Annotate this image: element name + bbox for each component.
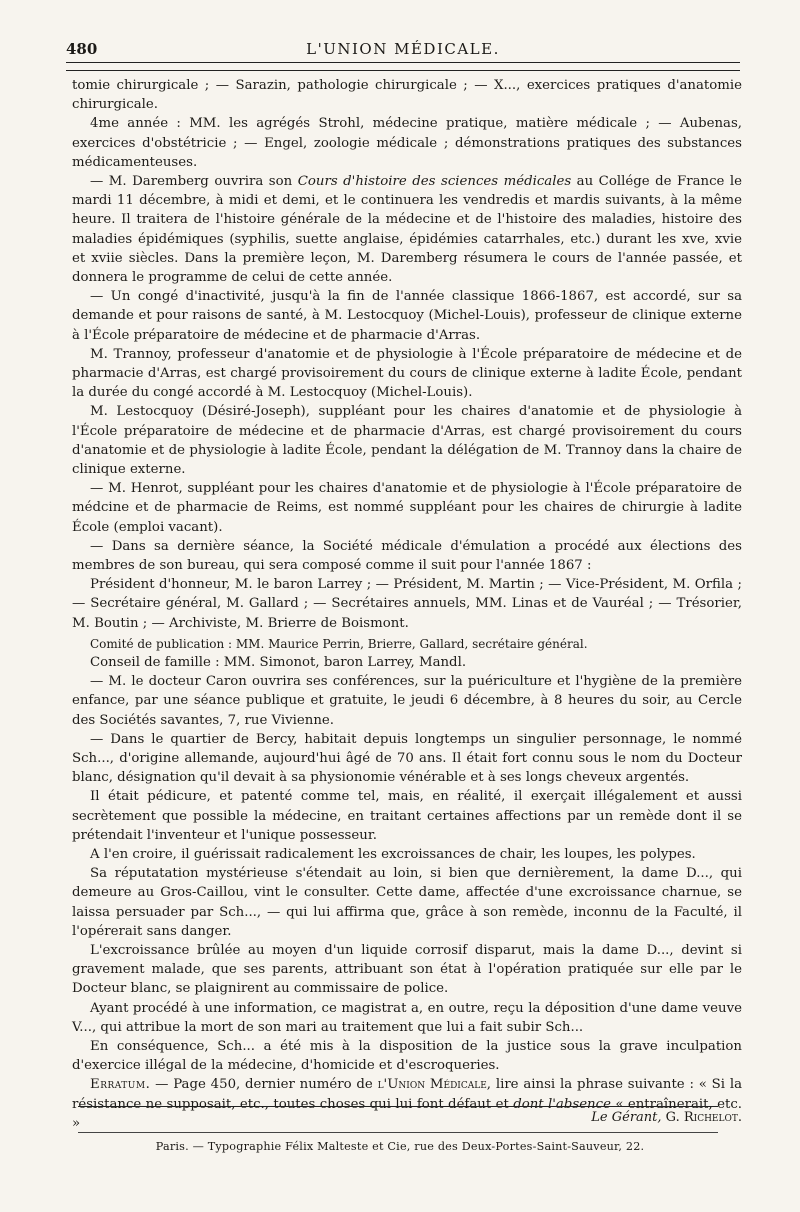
paragraph-excroissance: L'excroissance brûlée au moyen d'un liquide corrosif disparut, mais la dame D..., devint si gravement malade, que ses parents, attribuant son état à l'opération pratiquée sur elle par le Docteur blanc, se plaignirent au commissaire de police. bbox=[72, 942, 742, 997]
paragraph-fourth-year: 4me année : MM. les agrégés Strohl, médecine pratique, matière médicale ; — Aubenas, exercices d'obstétricie ; — Engel, zoologie médicale ; démonstrations pratiques des substances médicamenteuses. bbox=[72, 116, 742, 170]
paragraph-leave-lestocquoy: — Un congé d'inactivité, jusqu'à la fin de l'année classique 1866-1867, est accordé, sur sa demande et pour raisons de santé, à M. Lestocquoy (Michel-Louis), professeur de clinique externe à l'École préparatoire de médecine et de pharmacie d'Arras. bbox=[72, 289, 742, 343]
daremberg-course-title: Cours d'histoire des sciences médicales bbox=[297, 174, 572, 190]
paragraph-lestocquoy-desire: M. Lestocquoy (Désiré-Joseph), suppléant pour les chaires d'anatomie et de physiologie à l'École préparatoire de médecine et de pharmacie d'Arras, est chargé provisoirement du cours d'anatomie et de physiologie à ladite École, pendant la délégation de M. Trannoy dans la chaire de clinique externe. bbox=[72, 404, 742, 478]
running-title: L'UNION MÉDICALE. bbox=[306, 40, 500, 58]
imprint-rule bbox=[78, 1132, 718, 1133]
paragraph-polypes: A l'en croire, il guérissait radicalement les excroissances de chair, les loupes, les polypes. bbox=[90, 846, 696, 862]
erratum-label: Erratum. bbox=[90, 1077, 151, 1093]
paragraph-consequence: En conséquence, Sch... a été mis à la disposition de la justice sous la grave inculpation d'exercice illégal de la médecine, d'homicide et d'escroqueries. bbox=[72, 1038, 742, 1074]
paragraph-societe-elections: — Dans sa dernière séance, la Société médicale d'émulation a procédé aux élections des membres de son bureau, qui sera composé comme il suit pour l'année 1867 : bbox=[72, 538, 742, 574]
paragraph-information: Ayant procédé à une information, ce magistrat a, en outre, reçu la déposition d'une dame veuve V..., qui attribue la mort de son mari au traitement que lui a fait subir Sch... bbox=[72, 1000, 742, 1035]
paragraph-docteur-blanc: — Dans le quartier de Bercy, habitait depuis longtemps un singulier personnage, le nommé Sch..., d'origine allemande, aujourd'hui âgé de 70 ans. Il était fort connu sous le nom du Docteur blanc, désignation qu'il devait à sa physionomie vénérable et à ses longs cheveux argentés. bbox=[72, 731, 742, 786]
paragraph-henrot: — M. Henrot, suppléant pour les chaires d'anatomie et de physiologie à l'École préparatoire de médcine et de pharmacie de Reims, est nommé suppléant pour les chaires de chirurgie à ladite École (emploi vacant). bbox=[72, 481, 742, 535]
paragraph-publication-committee: Comité de publication : MM. Maurice Perrin, Brierre, Gallard, secrétaire général. bbox=[90, 636, 588, 651]
bottom-rule bbox=[78, 1106, 718, 1107]
paragraph-pedicure: Il était pédicure, et patenté comme tel, mais, en réalité, il exerçait illégalement et aussi secrètement que possible la médecine, en traitant certaines affections par un remède dont il se prétendait l'inventeur et l'unique possesseur. bbox=[72, 789, 742, 843]
erratum-text-a: — Page 450, dernier numéro de bbox=[150, 1077, 378, 1093]
page-number: 480 bbox=[66, 40, 98, 58]
paragraph-anatomy-courses: tomie chirurgicale ; — Sarazin, pathologie chirurgicale ; — X..., exercices pratiques d'anatomie chirurgicale. bbox=[72, 78, 742, 113]
page-header bbox=[66, 38, 740, 63]
printer-imprint: Paris. — Typographie Félix Malteste et Cie, rue des Deux-Portes-Saint-Sauveur, 22. bbox=[155, 1140, 645, 1153]
paragraph-caron-conferences: — M. le docteur Caron ouvrira ses conférences, sur la puériculture et l'hygiène de la première enfance, par une séance publique et gratuite, le jeudi 6 décembre, à 8 heures du soir, au Cercle des Sociétés savantes, 7, rue Vivienne. bbox=[72, 674, 742, 728]
top-rule bbox=[66, 70, 740, 71]
erratum-journal-name: l'Union Médicale bbox=[377, 1077, 487, 1093]
daremberg-intro: — M. Daremberg ouvrira son bbox=[90, 174, 298, 190]
erratum-text-b: , lire ainsi la phrase suivante : « Si la résistance ne supposait, etc., toutes choses qui lui font défaut et bbox=[72, 1077, 742, 1112]
signature-name: G. Richelot. bbox=[665, 1110, 742, 1125]
paragraph-family-council: Conseil de famille : MM. Simonot, baron Larrey, Mandl. bbox=[90, 654, 467, 670]
article-body bbox=[72, 76, 742, 1133]
signature-role: Le Gérant, bbox=[591, 1110, 662, 1125]
paragraph-daremberg bbox=[72, 172, 742, 287]
signature bbox=[591, 1110, 742, 1125]
paragraph-trannoy: M. Trannoy, professeur d'anatomie et de physiologie à l'École préparatoire de médecine et de pharmacie d'Arras, est chargé provisoirement du cours de clinique externe à ladite École, pendant la durée du congé accordé à M. Lestocquoy (Michel-Louis). bbox=[72, 346, 742, 401]
erratum-emphasis: dont l'absence bbox=[513, 1096, 611, 1112]
paragraph-bureau-members: Président d'honneur, M. le baron Larrey ; — Président, M. Martin ; — Vice-Président, M. Orfila ; — Secrétaire général, M. Gallard ; — Secrétaires annuels, MM. Linas et de Vauréal ; — Trésorier, M. Boutin ; — Archiviste, M. Brierre de Boismont. bbox=[72, 577, 742, 631]
paragraph-reputation: Sa réputatation mystérieuse s'étendait au loin, si bien que dernièrement, la dame D..., qui demeure au Gros-Caillou, vint le consulter. Cette dame, affectée d'une excroissance charnue, se laissa persuader par Sch..., — qui lui affirma que, grâce à son remède, inconnu de la Faculté, il l'opérerait sans danger. bbox=[72, 866, 742, 939]
erratum-text-c: « entraînerait, etc. » bbox=[72, 1096, 743, 1131]
daremberg-text: au Collége de France le mardi 11 décembre, à midi et demi, et le continuera les vendredis et mardis suivants, à la même heure. Il traitera de l'histoire générale de la médecine et de l'histoire des maladies, histoire des maladies épidémiques (syphilis, suette anglaise, épidémies catarrhales, etc.) durant les xve, xvie et xviie siècles. Dans la première leçon, M. Daremberg résumera le cours de l'année passée, et donnera le programme de celui de cette année. bbox=[72, 174, 743, 286]
